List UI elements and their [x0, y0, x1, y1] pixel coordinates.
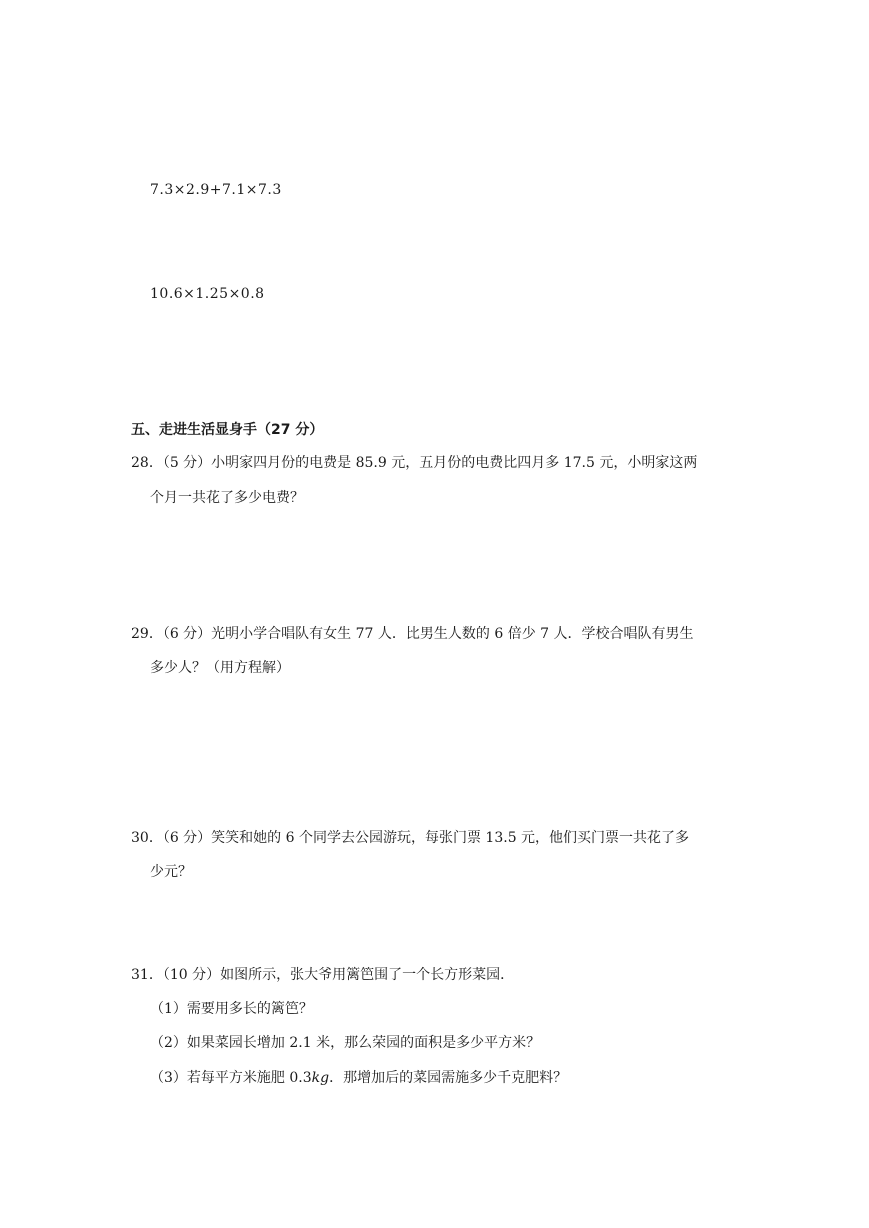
problem-28-line-2: 个月一共花了多少电费？: [150, 490, 304, 506]
problem-30-line-2: 少元？: [150, 864, 192, 880]
problem-31-sub-3: [150, 1068, 567, 1088]
problem-31-sub-2: （2）如果菜园长增加 2.1 米，那么荣园的面积是多少平方米？: [150, 1035, 541, 1051]
calculation-expression-2: 10.6×1.25×0.8: [150, 286, 265, 302]
problem-30-line-1: 30．（6 分）笑笑和她的 6 个同学去公园游玩，每张门票 13.5 元，他们买门票一共花了多: [131, 830, 690, 846]
problem-28-line-1: 28．（5 分）小明家四月份的电费是 85.9 元，五月份的电费比四月多 17.5 元，小明家这两: [131, 455, 698, 471]
problem-29-line-2: 多少人？（用方程解）: [150, 660, 290, 676]
problem-31-sub-3-unit: kg: [311, 1070, 330, 1086]
section-title: 五、走进生活显身手（27 分）: [131, 422, 324, 438]
calculation-expression-1: 7.3×2.9+7.1×7.3: [150, 182, 282, 198]
problem-31-sub-3-text-before: （3）若每平方米施肥 0.3: [150, 1070, 312, 1086]
problem-31-line-1: 31．（10 分）如图所示，张大爷用篱笆围了一个长方形菜园．: [131, 967, 515, 983]
problem-31-sub-3-text-after: ．那增加后的菜园需施多少千克肥料？: [329, 1070, 568, 1086]
problem-29-line-1: 29．（6 分）光明小学合唱队有女生 77 人．比男生人数的 6 倍少 7 人．学校合唱队有男生: [131, 626, 694, 642]
problem-31-sub-1: （1）需要用多长的篱笆？: [150, 1001, 313, 1017]
